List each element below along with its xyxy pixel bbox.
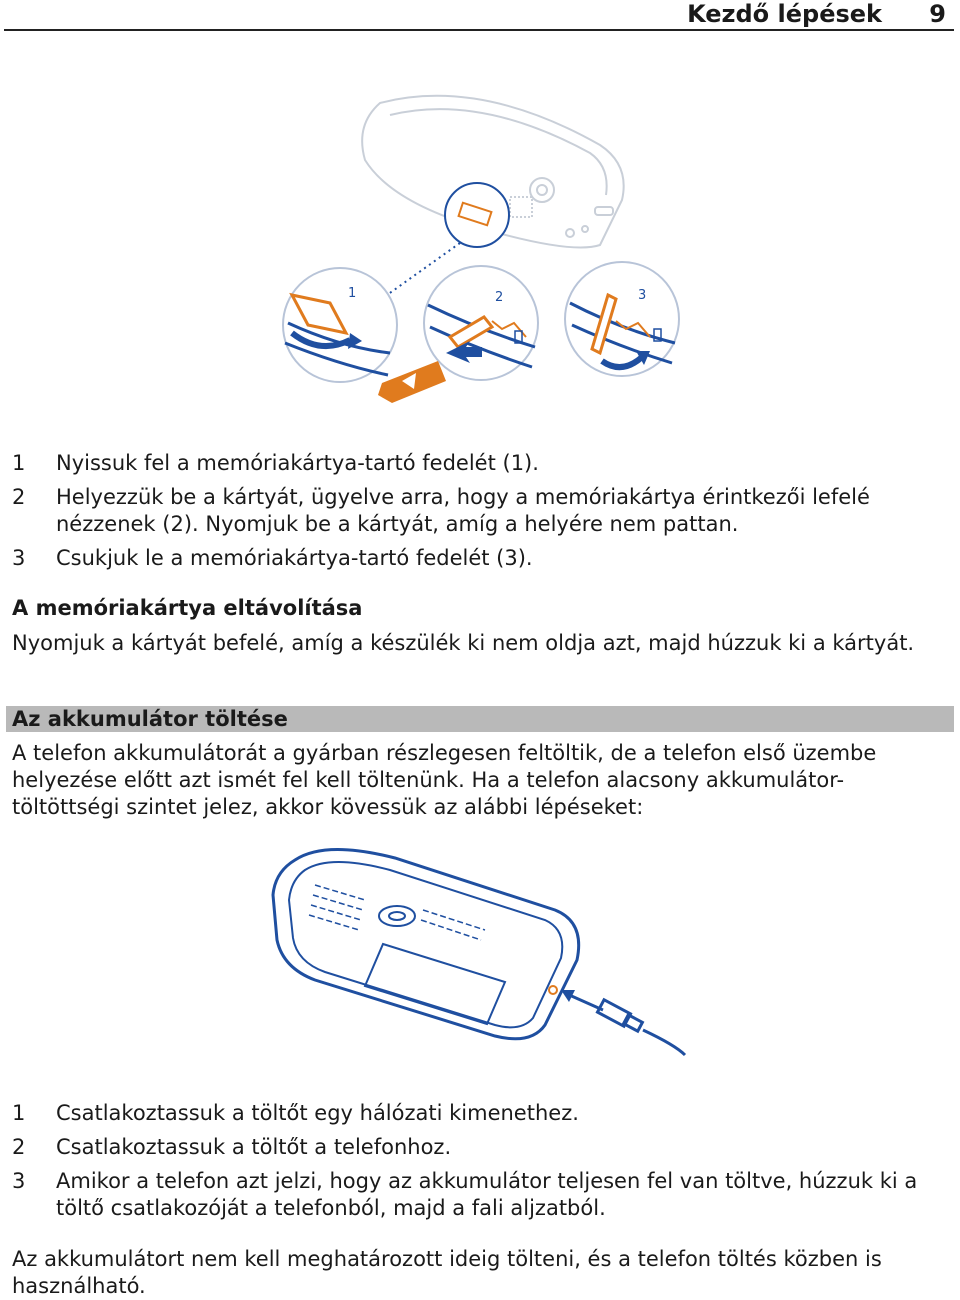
step-1-detail <box>283 268 397 382</box>
step-text: Nyissuk fel a memóriakártya-tartó fedelét (1). <box>56 451 539 475</box>
charging-steps <box>12 1100 947 1229</box>
phone-front-drawing <box>273 849 579 1038</box>
step-2-label: 2 <box>495 290 504 305</box>
list-item <box>12 545 947 572</box>
step-text: Csatlakoztassuk a töltőt a telefonhoz. <box>56 1135 452 1159</box>
removal-text: Nyomjuk a kártyát befelé, amíg a készülék ki nem oldja azt, majd húzzuk ki a kártyát. <box>12 631 915 655</box>
chapter-title: Kezdő lépések <box>687 0 882 28</box>
charging-intro: A telefon akkumulátorát a gyárban részlegesen feltöltik, de a telefon első üzembe helyezése előtt azt ismét fel kell töltenünk. Ha a telefon alacsony akkumulátor-töltöttségi szintet jelez, akkor kövessük az alábbi lépéseket: <box>12 741 877 819</box>
list-item <box>12 450 947 477</box>
step-3-detail <box>565 262 679 376</box>
list-item <box>12 1100 947 1127</box>
charger-plug-icon <box>597 1000 685 1055</box>
plug-arrow <box>567 994 603 1010</box>
step-text: Amikor a telefon azt jelzi, hogy az akkumulátor teljesen fel van töltve, húzzuk ki a töltő csatlakozóját a telefonból, majd a fali aljzatból. <box>56 1169 918 1220</box>
charger-port-icon <box>549 986 557 994</box>
step-text: Helyezzük be a kártyát, ügyelve arra, hogy a memóriakártya érintkezői lefelé nézzenek (2). Nyomjuk be a kártyát, amíg a helyére nem pattan. <box>56 485 870 536</box>
memory-card-icon <box>378 361 446 403</box>
closing-note: Az akkumulátort nem kell meghatározott ideig tölteni, és a telefon töltés közben is használható. <box>12 1247 882 1298</box>
list-item <box>12 1134 947 1161</box>
step-text: Csatlakoztassuk a töltőt egy hálózati kimenethez. <box>56 1101 579 1125</box>
removal-heading: A memóriakártya eltávolítása <box>12 596 363 620</box>
page-header <box>4 0 954 31</box>
step-number: 2 <box>12 1135 26 1159</box>
step-number: 1 <box>12 451 26 475</box>
list-item <box>12 484 947 538</box>
section-heading-charging: Az akkumulátor töltése <box>6 706 954 732</box>
step-3-label: 3 <box>638 288 647 303</box>
step-number: 3 <box>12 546 26 570</box>
step-2-detail <box>424 266 538 380</box>
step-1-label: 1 <box>348 286 357 301</box>
list-item <box>12 1168 947 1222</box>
step-number: 3 <box>12 1169 26 1193</box>
step-number: 1 <box>12 1101 26 1125</box>
memory-card-steps <box>12 450 947 579</box>
step-number: 2 <box>12 485 26 509</box>
charging-illustration <box>255 840 705 1065</box>
step-text: Csukjuk le a memóriakártya-tartó fedelét (3). <box>56 546 533 570</box>
zoom-circle <box>445 183 509 247</box>
page-number: 9 <box>929 0 946 28</box>
memory-card-illustration <box>270 85 690 410</box>
